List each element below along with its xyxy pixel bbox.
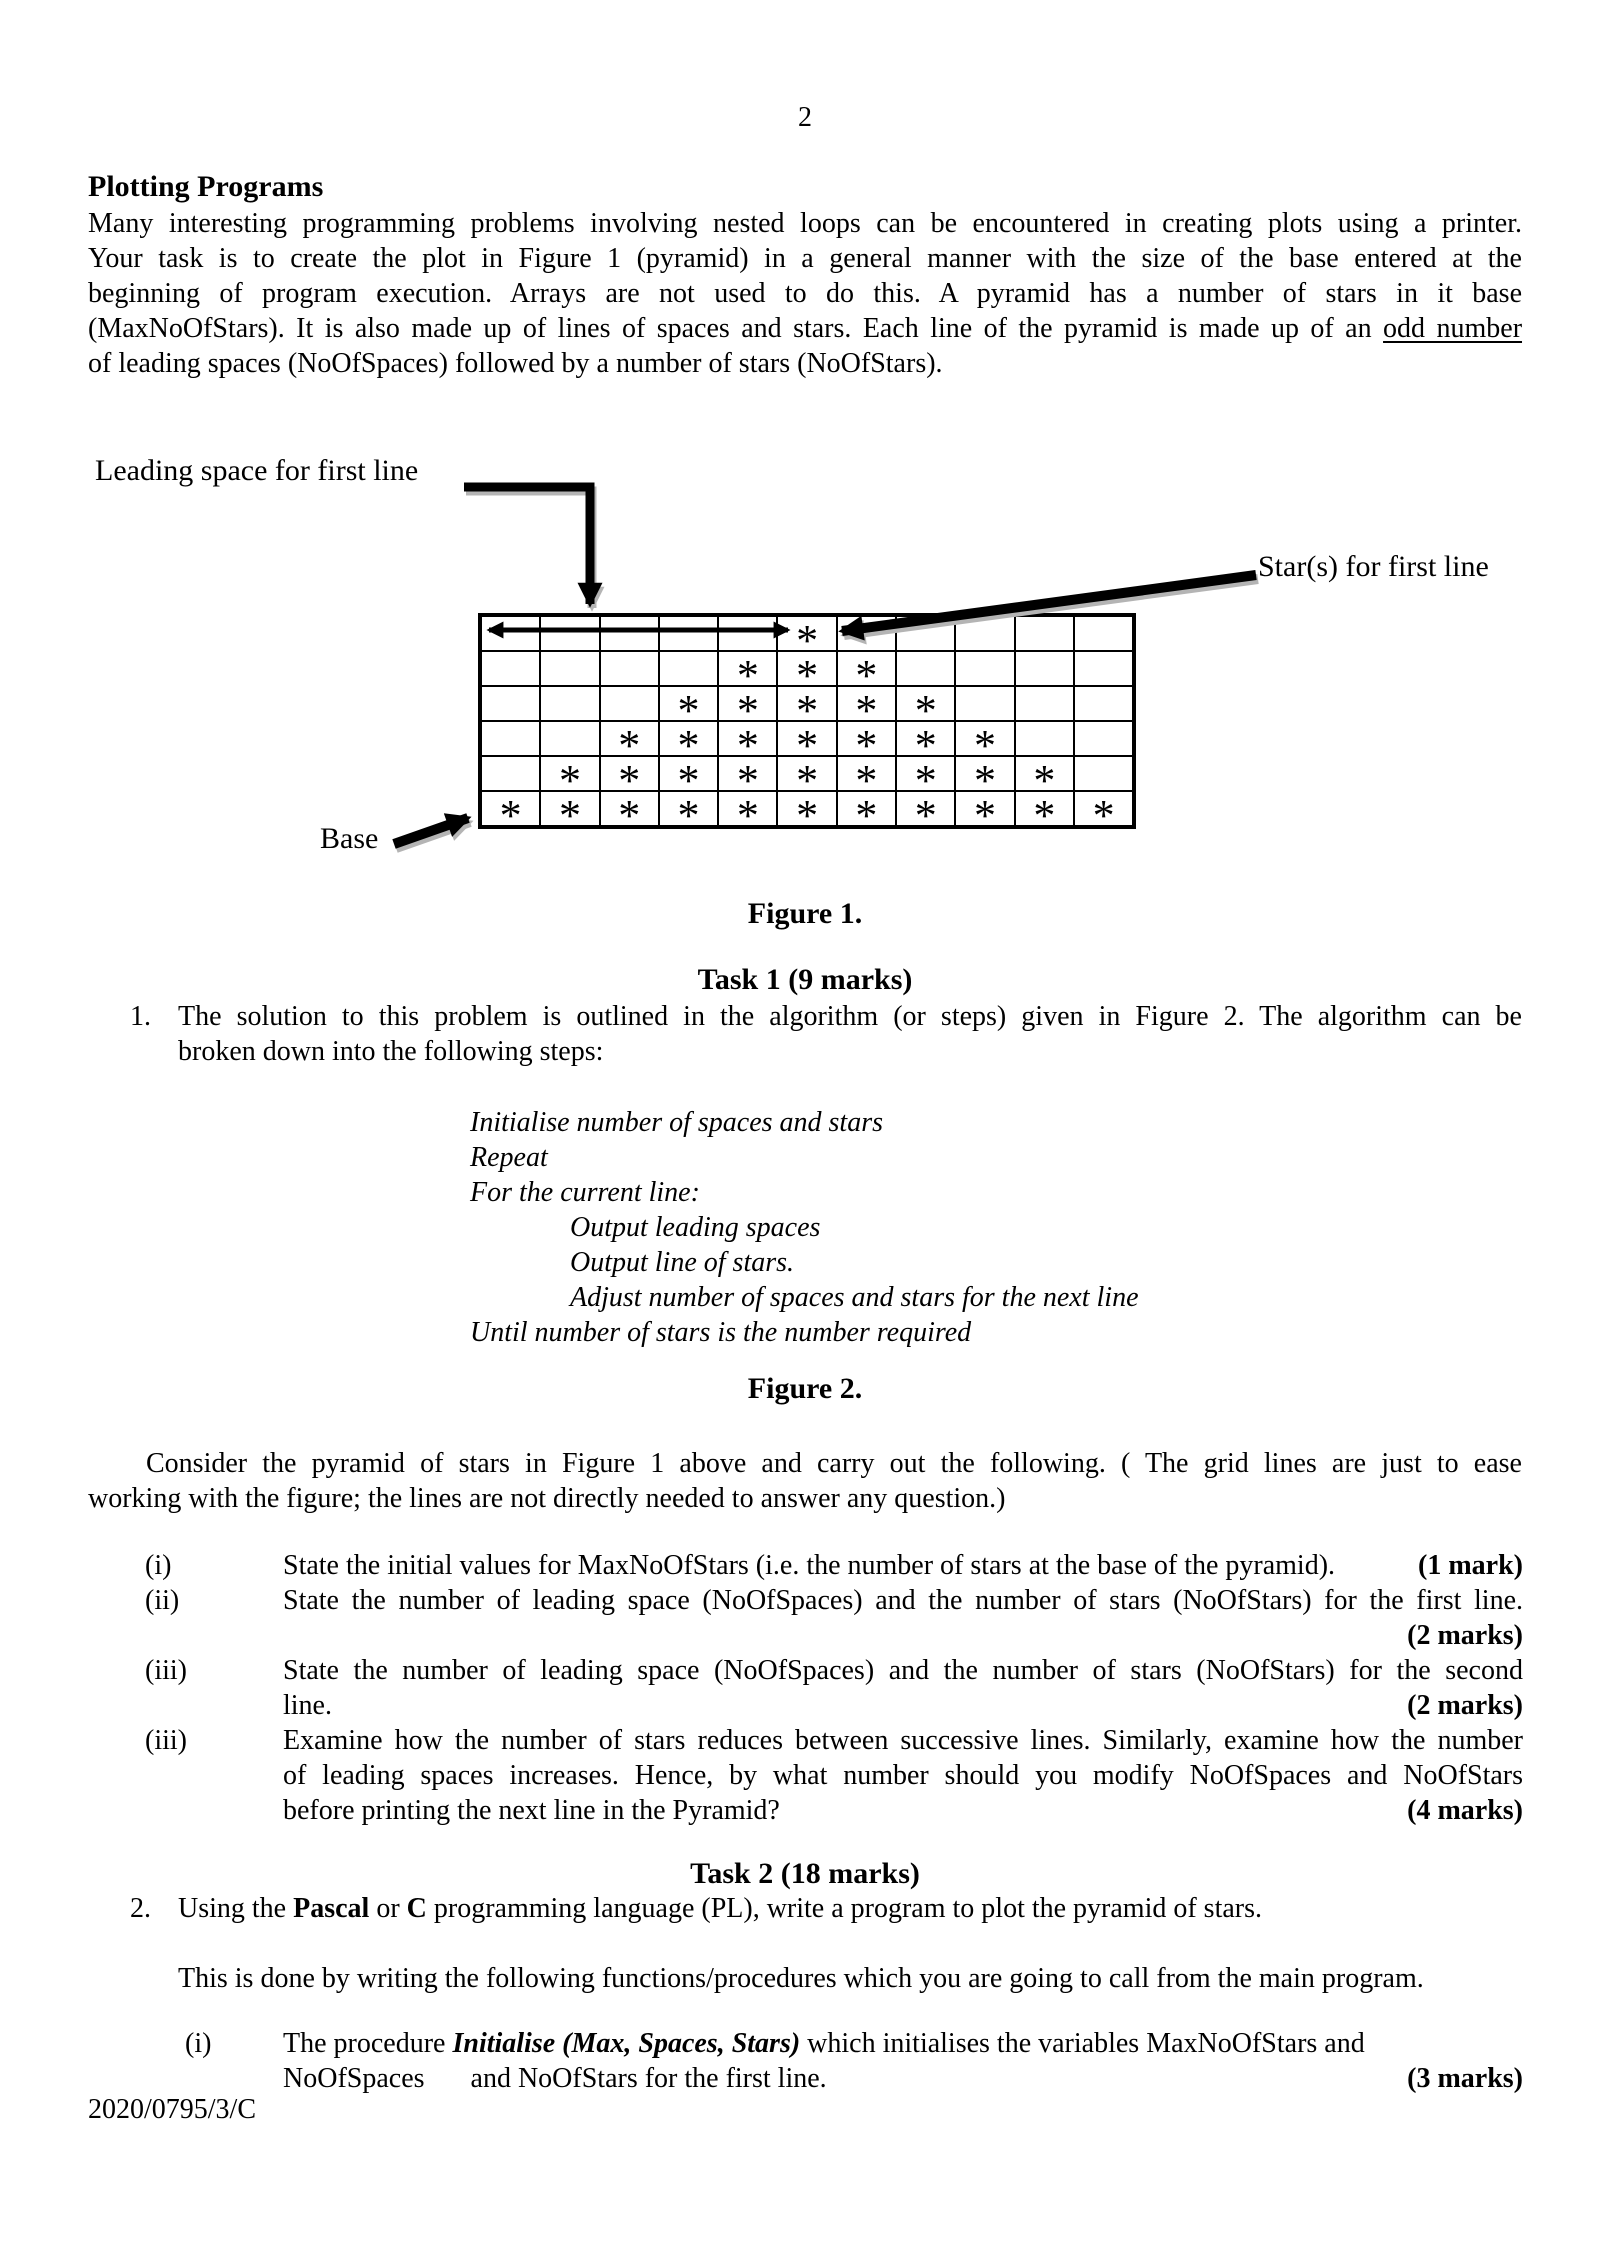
grid-cell (600, 616, 659, 651)
grid-cell: * (1015, 756, 1074, 791)
grid-cell (540, 721, 599, 756)
grid-cell: * (718, 651, 777, 686)
question-text: State the initial values for MaxNoOfStars (i.e. the number of stars at the base of the pyramid). (283, 1550, 1336, 1581)
grid-cell: * (540, 791, 599, 826)
grid-cell: * (837, 651, 896, 686)
pyramid-grid (478, 613, 1136, 840)
stars-label: Star(s) for first line (1258, 550, 1489, 583)
marks-badge: (2 marks) (1407, 1690, 1523, 1721)
grid-cell (718, 616, 777, 651)
leading-space-label: Leading space for first line (95, 454, 419, 487)
procedure-signature: Initialise (Max, Spaces, Stars) (452, 2028, 801, 2059)
marks-badge: (3 marks) (1407, 2063, 1523, 2094)
pascal-bold: Pascal (293, 1893, 370, 1924)
algorithm-line: Adjust number of spaces and stars for the next line (570, 1282, 1139, 1313)
grid-cell: * (600, 791, 659, 826)
base-arrow (394, 818, 468, 844)
grid-cell: * (600, 721, 659, 756)
question-text: State the number of leading space (NoOfSpaces) and the number of stars (NoOfStars) for the first line. (283, 1585, 1523, 1616)
grid-cell (659, 651, 718, 686)
procedure-text: The procedure Initialise (Max, Spaces, Stars) which initialises the variables MaxNoOfStars and (283, 2028, 1365, 2059)
task1-title: Task 1 (9 marks) (697, 963, 913, 996)
question-marker: (ii) (145, 1585, 180, 1616)
paragraph-line: Your task is to create the plot in Figure 1 (pyramid) in a general manner with the size of the base entered at the (88, 243, 1522, 274)
marks-badge: (4 marks) (1407, 1795, 1523, 1826)
marks-badge: (2 marks) (1407, 1620, 1523, 1651)
question-text: line. (283, 1690, 332, 1721)
grid-cell (896, 616, 955, 651)
paragraph-line: (MaxNoOfStars). It is also made up of lines of spaces and stars. Each line of the pyramid is made up of an odd number (88, 313, 1523, 344)
algorithm-line: Until number of stars is the number required (470, 1317, 972, 1348)
c-bold: C (406, 1893, 427, 1924)
grid-cell: * (718, 756, 777, 791)
question-text: of leading spaces increases. Hence, by what number should you modify NoOfSpaces and NoOfStars (283, 1760, 1523, 1791)
grid-cell: * (718, 791, 777, 826)
question-text: State the number of leading space (NoOfSpaces) and the number of stars (NoOfStars) for the second (283, 1655, 1523, 1686)
task1-item1 (130, 999, 1522, 1069)
grid-cell: * (777, 651, 836, 686)
paper-code-footer: 2020/0795/3/C (88, 2094, 257, 2125)
grid-cell: * (837, 756, 896, 791)
grid-cell (600, 651, 659, 686)
grid-cell (481, 686, 540, 721)
grid-cell (481, 756, 540, 791)
grid-cell (955, 616, 1014, 651)
question-marker: (iii) (145, 1725, 187, 1756)
intro-paragraph (88, 206, 1522, 381)
grid-cell (481, 651, 540, 686)
grid-cell: * (659, 791, 718, 826)
grid-cell (481, 616, 540, 651)
algorithm-line: Output leading spaces (570, 1212, 821, 1243)
grid-cell (1015, 651, 1074, 686)
underlined-odd-number: odd number (1383, 313, 1523, 344)
consider-paragraph (88, 1446, 1522, 1516)
grid-cell (540, 686, 599, 721)
grid-cell (1015, 616, 1074, 651)
question-text: before printing the next line in the Pyramid? (283, 1795, 780, 1826)
paragraph-line: broken down into the following steps: (178, 1036, 604, 1067)
grid-cell: * (896, 791, 955, 826)
grid-cell: * (955, 721, 1014, 756)
item-number: 2. (130, 1893, 151, 1924)
procedure-text: NoOfSpaces and NoOfStars for the first line. (283, 2063, 827, 2094)
grid-cell (837, 616, 896, 651)
paragraph-line: of leading spaces (NoOfSpaces) followed by a number of stars (NoOfStars). (88, 348, 943, 379)
grid-cell: * (659, 686, 718, 721)
grid-cell: * (896, 721, 955, 756)
question-item (145, 1653, 1523, 1723)
grid-cell: * (481, 791, 540, 826)
grid-cell (1074, 686, 1133, 721)
algorithm-line: For the current line: (470, 1177, 700, 1208)
base-label: Base (320, 822, 379, 855)
grid-cell: * (659, 756, 718, 791)
grid-cell: * (659, 721, 718, 756)
grid-cell (1074, 756, 1133, 791)
algorithm-line: Output line of stars. (570, 1247, 795, 1278)
grid-cell (1074, 651, 1133, 686)
task2-title: Task 2 (18 marks) (690, 1857, 920, 1890)
grid-cell: * (1074, 791, 1133, 826)
grid-cell: * (718, 721, 777, 756)
grid-cell (540, 651, 599, 686)
procedure-item (185, 2026, 1523, 2096)
grid-cell: * (955, 756, 1014, 791)
grid-cell (1074, 616, 1133, 651)
task2-item2: 2. Using the Pascal or C programming language (PL), write a program to plot the pyramid of stars. (130, 1893, 1263, 1924)
question-marker: (i) (145, 1550, 172, 1581)
grid-cell: * (1015, 791, 1074, 826)
algorithm-line: Repeat (470, 1142, 548, 1173)
grid-cell: * (600, 756, 659, 791)
grid-cell: * (540, 756, 599, 791)
leading-space-arrow (464, 487, 590, 604)
grid-cell: * (777, 721, 836, 756)
algorithm-line: Initialise number of spaces and stars (470, 1107, 883, 1138)
task2-intro-line: This is done by writing the following functions/procedures which you are going to call from the main program. (178, 1963, 1424, 1994)
grid-cell (1015, 686, 1074, 721)
grid-cell: * (777, 791, 836, 826)
algorithm-block (470, 1105, 1139, 1350)
grid-cell (540, 616, 599, 651)
section-heading: Plotting Programs (88, 170, 324, 203)
paragraph-line: beginning of program execution. Arrays are not used to do this. A pyramid has a number of stars in it base (88, 278, 1522, 309)
grid-cell (896, 651, 955, 686)
grid-cell: * (837, 721, 896, 756)
paragraph-line: working with the figure; the lines are not directly needed to answer any question.) (88, 1483, 1006, 1514)
figure2-caption: Figure 2. (747, 1372, 863, 1405)
grid-cell: * (718, 686, 777, 721)
figure1-graphic (0, 440, 1600, 895)
paragraph-line: Consider the pyramid of stars in Figure 1 above and carry out the following. ( The grid lines are just to ease (146, 1448, 1522, 1479)
marks-badge: (1 mark) (1418, 1550, 1523, 1581)
page-number: 2 (798, 102, 812, 133)
paragraph-line: Many interesting programming problems involving nested loops can be encountered in creating plots using a printer. (88, 208, 1522, 239)
question-marker: (iii) (145, 1655, 187, 1686)
grid-cell (659, 616, 718, 651)
grid-cell: * (837, 686, 896, 721)
grid-cell (600, 686, 659, 721)
grid-cell: * (837, 791, 896, 826)
question-text: Examine how the number of stars reduces between successive lines. Similarly, examine how the number (283, 1725, 1523, 1756)
figure1-caption: Figure 1. (747, 897, 863, 930)
grid-cell: * (777, 756, 836, 791)
question-item (145, 1548, 1523, 1583)
item-number: 1. (130, 1001, 151, 1032)
grid-cell (1015, 721, 1074, 756)
question-item (145, 1583, 1523, 1653)
grid-cell: * (896, 686, 955, 721)
grid-cell: * (777, 616, 836, 651)
grid-cell (955, 651, 1014, 686)
grid-cell: * (955, 791, 1014, 826)
paragraph-line: The solution to this problem is outlined in the algorithm (or steps) given in Figure 2. The algorithm can be (178, 1001, 1522, 1032)
question-marker: (i) (185, 2028, 212, 2059)
grid-cell (1074, 721, 1133, 756)
question-item (145, 1723, 1523, 1828)
grid-cell (955, 686, 1014, 721)
grid-cell (481, 721, 540, 756)
grid-cell: * (777, 686, 836, 721)
grid-cell: * (896, 756, 955, 791)
